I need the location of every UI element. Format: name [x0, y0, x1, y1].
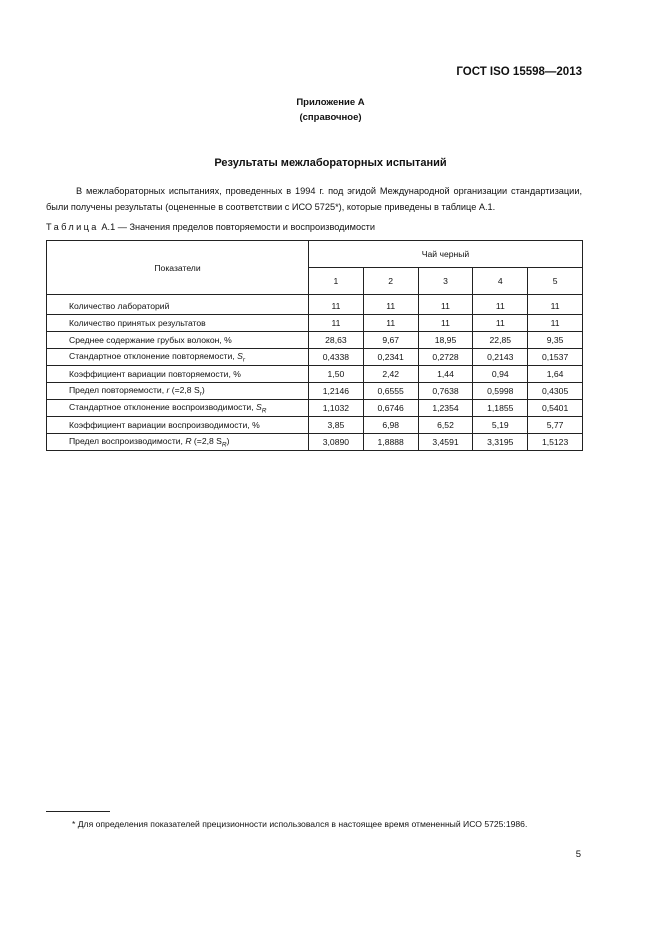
header-sample-5: 5: [528, 268, 583, 295]
cell-value: 1,50: [309, 366, 364, 383]
row-indicator-name: Коэффициент вариации повторяемости, %: [47, 366, 309, 383]
cell-value: 1,1855: [473, 400, 528, 417]
table-row: [47, 366, 583, 383]
cell-value: 0,4338: [309, 349, 364, 366]
cell-value: 1,2146: [309, 383, 364, 400]
section-title: Результаты межлабораторных испытаний: [214, 157, 447, 169]
cell-value: 0,6746: [363, 400, 418, 417]
header-sample-2: 2: [363, 268, 418, 295]
cell-value: 11: [528, 315, 583, 332]
cell-value: 1,1032: [309, 400, 364, 417]
cell-value: 1,5123: [528, 434, 583, 451]
cell-value: 11: [363, 295, 418, 315]
row-indicator-name: Количество лабораторий: [47, 295, 309, 315]
cell-value: 0,2728: [418, 349, 473, 366]
cell-value: 1,44: [418, 366, 473, 383]
cell-value: 0,1537: [528, 349, 583, 366]
cell-value: 28,63: [309, 332, 364, 349]
cell-value: 18,95: [418, 332, 473, 349]
row-indicator-name: Предел воспроизводимости, R (=2,8 $S_R$): [47, 434, 309, 451]
cell-value: 3,85: [309, 417, 364, 434]
table-row: [47, 383, 583, 400]
cell-value: 11: [418, 295, 473, 315]
cell-value: 11: [363, 315, 418, 332]
cell-value: 1,8888: [363, 434, 418, 451]
intro-paragraph: В межлабораторных испытаниях, проведенных в 1994 г. под эгидой Международной организации стандартизации, были получены результаты (оцененные в соответствии с ИСО 5725*), которые приведены в таблице А.1.: [46, 186, 582, 212]
table-row: [47, 295, 583, 315]
page-number: 5: [575, 849, 581, 860]
footnote: * Для определения показателей прецизионности использовался в настоящее время отмененный ИСО 5725:1986.: [72, 819, 528, 829]
header-indicator: Показатели: [47, 241, 309, 295]
header-group: Чай черный: [309, 241, 583, 268]
row-indicator-name: Среднее содержание грубых волокон, %: [47, 332, 309, 349]
cell-value: 3,3195: [473, 434, 528, 451]
cell-value: 0,5401: [528, 400, 583, 417]
appendix-subtitle: (справочное): [299, 112, 362, 123]
cell-value: 5,77: [528, 417, 583, 434]
cell-value: 0,5998: [473, 383, 528, 400]
header-sample-1: 1: [309, 268, 364, 295]
cell-value: 0,7638: [418, 383, 473, 400]
footnote-divider: [46, 811, 110, 812]
cell-value: 22,85: [473, 332, 528, 349]
header-sample-3: 3: [418, 268, 473, 295]
row-indicator-name: Стандартное отклонение повторяемости, $S_r$: [47, 349, 309, 366]
appendix-heading: [0, 95, 661, 125]
cell-value: 3,4591: [418, 434, 473, 451]
cell-value: 6,98: [363, 417, 418, 434]
cell-value: 11: [473, 295, 528, 315]
header-sample-4: 4: [473, 268, 528, 295]
document-code: ГОСТ ISO 15598—2013: [456, 66, 582, 78]
table-row: [47, 315, 583, 332]
cell-value: 0,2143: [473, 349, 528, 366]
results-table: [46, 240, 583, 451]
row-indicator-name: Стандартное отклонение воспроизводимости, $S_R$: [47, 400, 309, 417]
cell-value: 11: [418, 315, 473, 332]
table-caption: [46, 222, 375, 232]
cell-value: 0,94: [473, 366, 528, 383]
cell-value: 0,2341: [363, 349, 418, 366]
cell-value: 2,42: [363, 366, 418, 383]
table-row: [47, 332, 583, 349]
cell-value: 0,4305: [528, 383, 583, 400]
table-caption-label: Таблица: [46, 222, 99, 232]
cell-value: 5,19: [473, 417, 528, 434]
table-row: [47, 349, 583, 366]
appendix-title: Приложение А: [296, 97, 365, 108]
cell-value: 3,0890: [309, 434, 364, 451]
cell-value: 0,6555: [363, 383, 418, 400]
cell-value: 1,64: [528, 366, 583, 383]
table-row: [47, 417, 583, 434]
table-row: [47, 400, 583, 417]
cell-value: 11: [309, 315, 364, 332]
cell-value: 11: [528, 295, 583, 315]
cell-value: 1,2354: [418, 400, 473, 417]
cell-value: 11: [309, 295, 364, 315]
row-indicator-name: Количество принятых результатов: [47, 315, 309, 332]
table-caption-text: А.1 — Значения пределов повторяемости и воспроизводимости: [101, 222, 376, 232]
cell-value: 11: [473, 315, 528, 332]
cell-value: 9,67: [363, 332, 418, 349]
table-row: [47, 434, 583, 451]
cell-value: 6,52: [418, 417, 473, 434]
row-indicator-name: Предел повторяемости, r (=2,8 $S_r$): [47, 383, 309, 400]
cell-value: 9,35: [528, 332, 583, 349]
row-indicator-name: Коэффициент вариации воспроизводимости, %: [47, 417, 309, 434]
